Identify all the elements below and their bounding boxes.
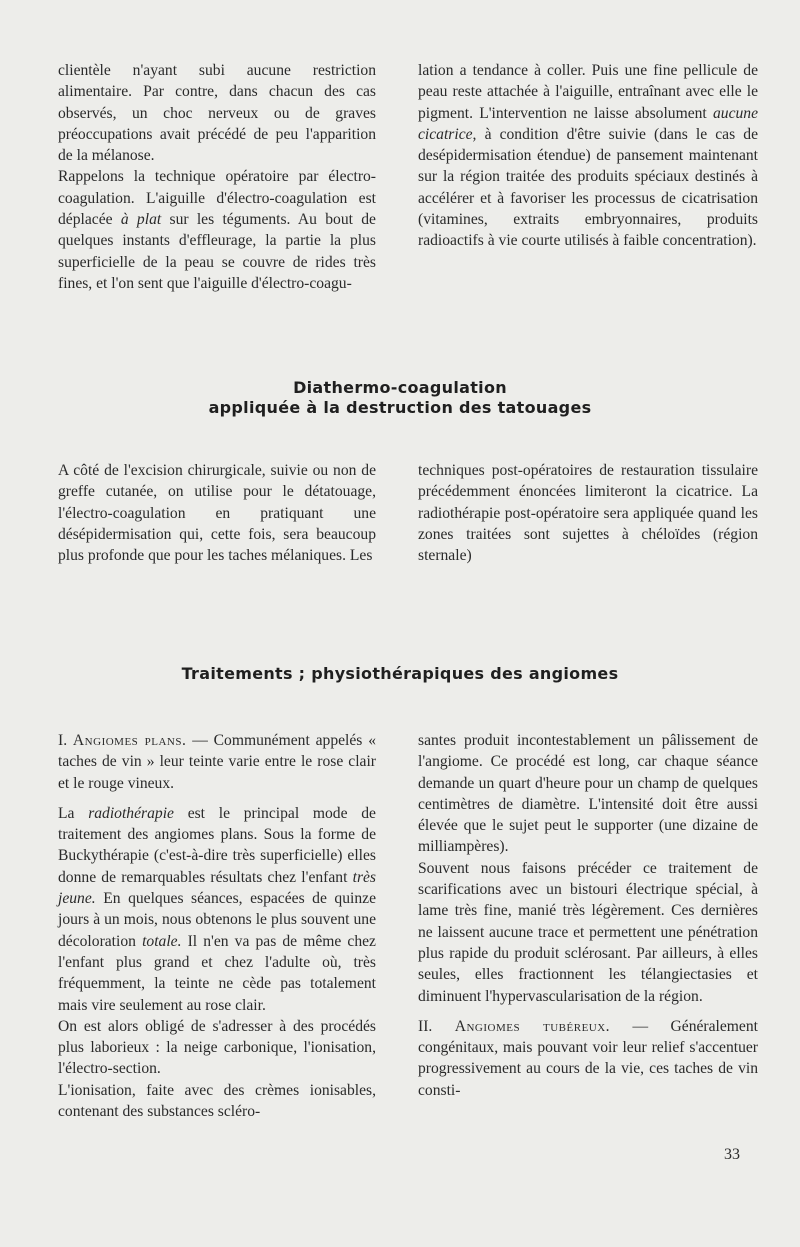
paragraph: II. Angiomes tubéreux. — Généralement congénitaux, mais pouvant voir leur relief s'accentuer progressivement au cours de la vie, ces taches de vin consti- <box>418 1017 758 1099</box>
paragraph: lation a tendance à coller. Puis une fine pellicule de peau reste attachée à l'aiguille, entraînant avec elle le pigment. L'intervention ne laisse absolument aucune cicatrice, à condition d'être suivie (dans le cas de desépidermisation étendue) de pansement maintenant sur la région traitée des produits spéciaux destinés à accélérer et à favoriser les processus de cicatrisation (vitamines, extraits embryonnaires, produits radioactifs à vie courte utilisés à faible concentration). <box>418 62 758 250</box>
paragraph: Souvent nous faisons précéder ce traitement de scarifications avec un bistouri électrique spécial, à lame très fine, manié très légèrement. Ces dernières ne laissent aucune trace et permettent une pénétration plus rapide du produit sclérosant. Par ailleurs, à elles seules, elles fractionnent les télangiectasies et diminuent l'hypervascularisation de la région. <box>418 859 758 1005</box>
bottom-right-column <box>418 730 758 1122</box>
paragraph: clientèle n'ayant subi aucune restriction alimentaire. Par contre, dans chacun des cas observés, un choc nerveux ou de graves préoccupations avait précédé de peu l'apparition de la mélanose. <box>58 62 376 165</box>
paragraph: I. Angiomes plans. — Communément appelés « taches de vin » leur teinte varie entre le rose clair et le rouge vineux. <box>58 732 376 792</box>
paragraph: Rappelons la technique opératoire par électro-coagulation. L'aiguille d'électro-coagulation est déplacée à plat sur les téguments. Au bout de quelques instants d'effleurage, la partie la plus superficielle de la peau se couvre de rides très fines, et l'on sent que l'aiguille d'électro-coagu- <box>58 168 376 292</box>
bottom-columns <box>58 730 758 1122</box>
middle-columns <box>58 460 758 566</box>
paragraph: L'ionisation, faite avec des crèmes ionisables, contenant des substances scléro- <box>58 1081 376 1121</box>
paragraph: techniques post-opératoires de restauration tissulaire précédemment énoncées limiteront la cicatrice. La radiothérapie post-opératoire sera appliquée quand les zones traitées sont sujettes à chéloïdes (région sternale) <box>418 462 758 565</box>
heading-line: appliquée à la destruction des tatouages <box>208 398 592 417</box>
section-heading <box>0 378 800 418</box>
top-right-column <box>418 60 758 294</box>
paragraph: santes produit incontestablement un pâlissement de l'angiome. Ce procédé est long, car chaque séance demande un quart d'heure pour un champ de quelques centimètres de diamètre. L'intensité doit être aussi élevée que le sujet peut le supporter (une dizaine de milliampères). <box>418 732 758 856</box>
page-number: 33 <box>724 1146 740 1163</box>
middle-right-column <box>418 460 758 566</box>
section-heading: Traitements ; physiothérapiques des angiomes <box>181 664 619 683</box>
paragraph: On est alors obligé de s'adresser à des procédés plus laborieux : la neige carbonique, l'ionisation, l'électro-section. <box>58 1017 376 1078</box>
bottom-left-column <box>58 730 376 1122</box>
heading-line: Diathermo-coagulation <box>293 378 507 397</box>
paragraph: La radiothérapie est le principal mode de traitement des angiomes plans. Sous la forme de Buckythérapie (c'est-à-dire très superficielle) elles donne de remarquables résultats chez l'enfant très jeune. En quelques séances, espacées de quinze jours à un mois, nous obtenons le plus souvent une décoloration totale. Il n'en va pas de même chez l'enfant plus grand et chez l'adulte où, très fréquemment, la teinte ne cède pas totalement mais vire seulement au rose clair. <box>58 804 376 1014</box>
paragraph: A côté de l'excision chirurgicale, suivie ou non de greffe cutanée, on utilise pour le détatouage, l'électro-coagulation en pratiquant une désépidermisation qui, cette fois, sera beaucoup plus profonde que pour les taches mélaniques. Les <box>58 462 376 565</box>
top-columns <box>58 60 758 294</box>
middle-left-column <box>58 460 376 566</box>
top-left-column <box>58 60 376 294</box>
